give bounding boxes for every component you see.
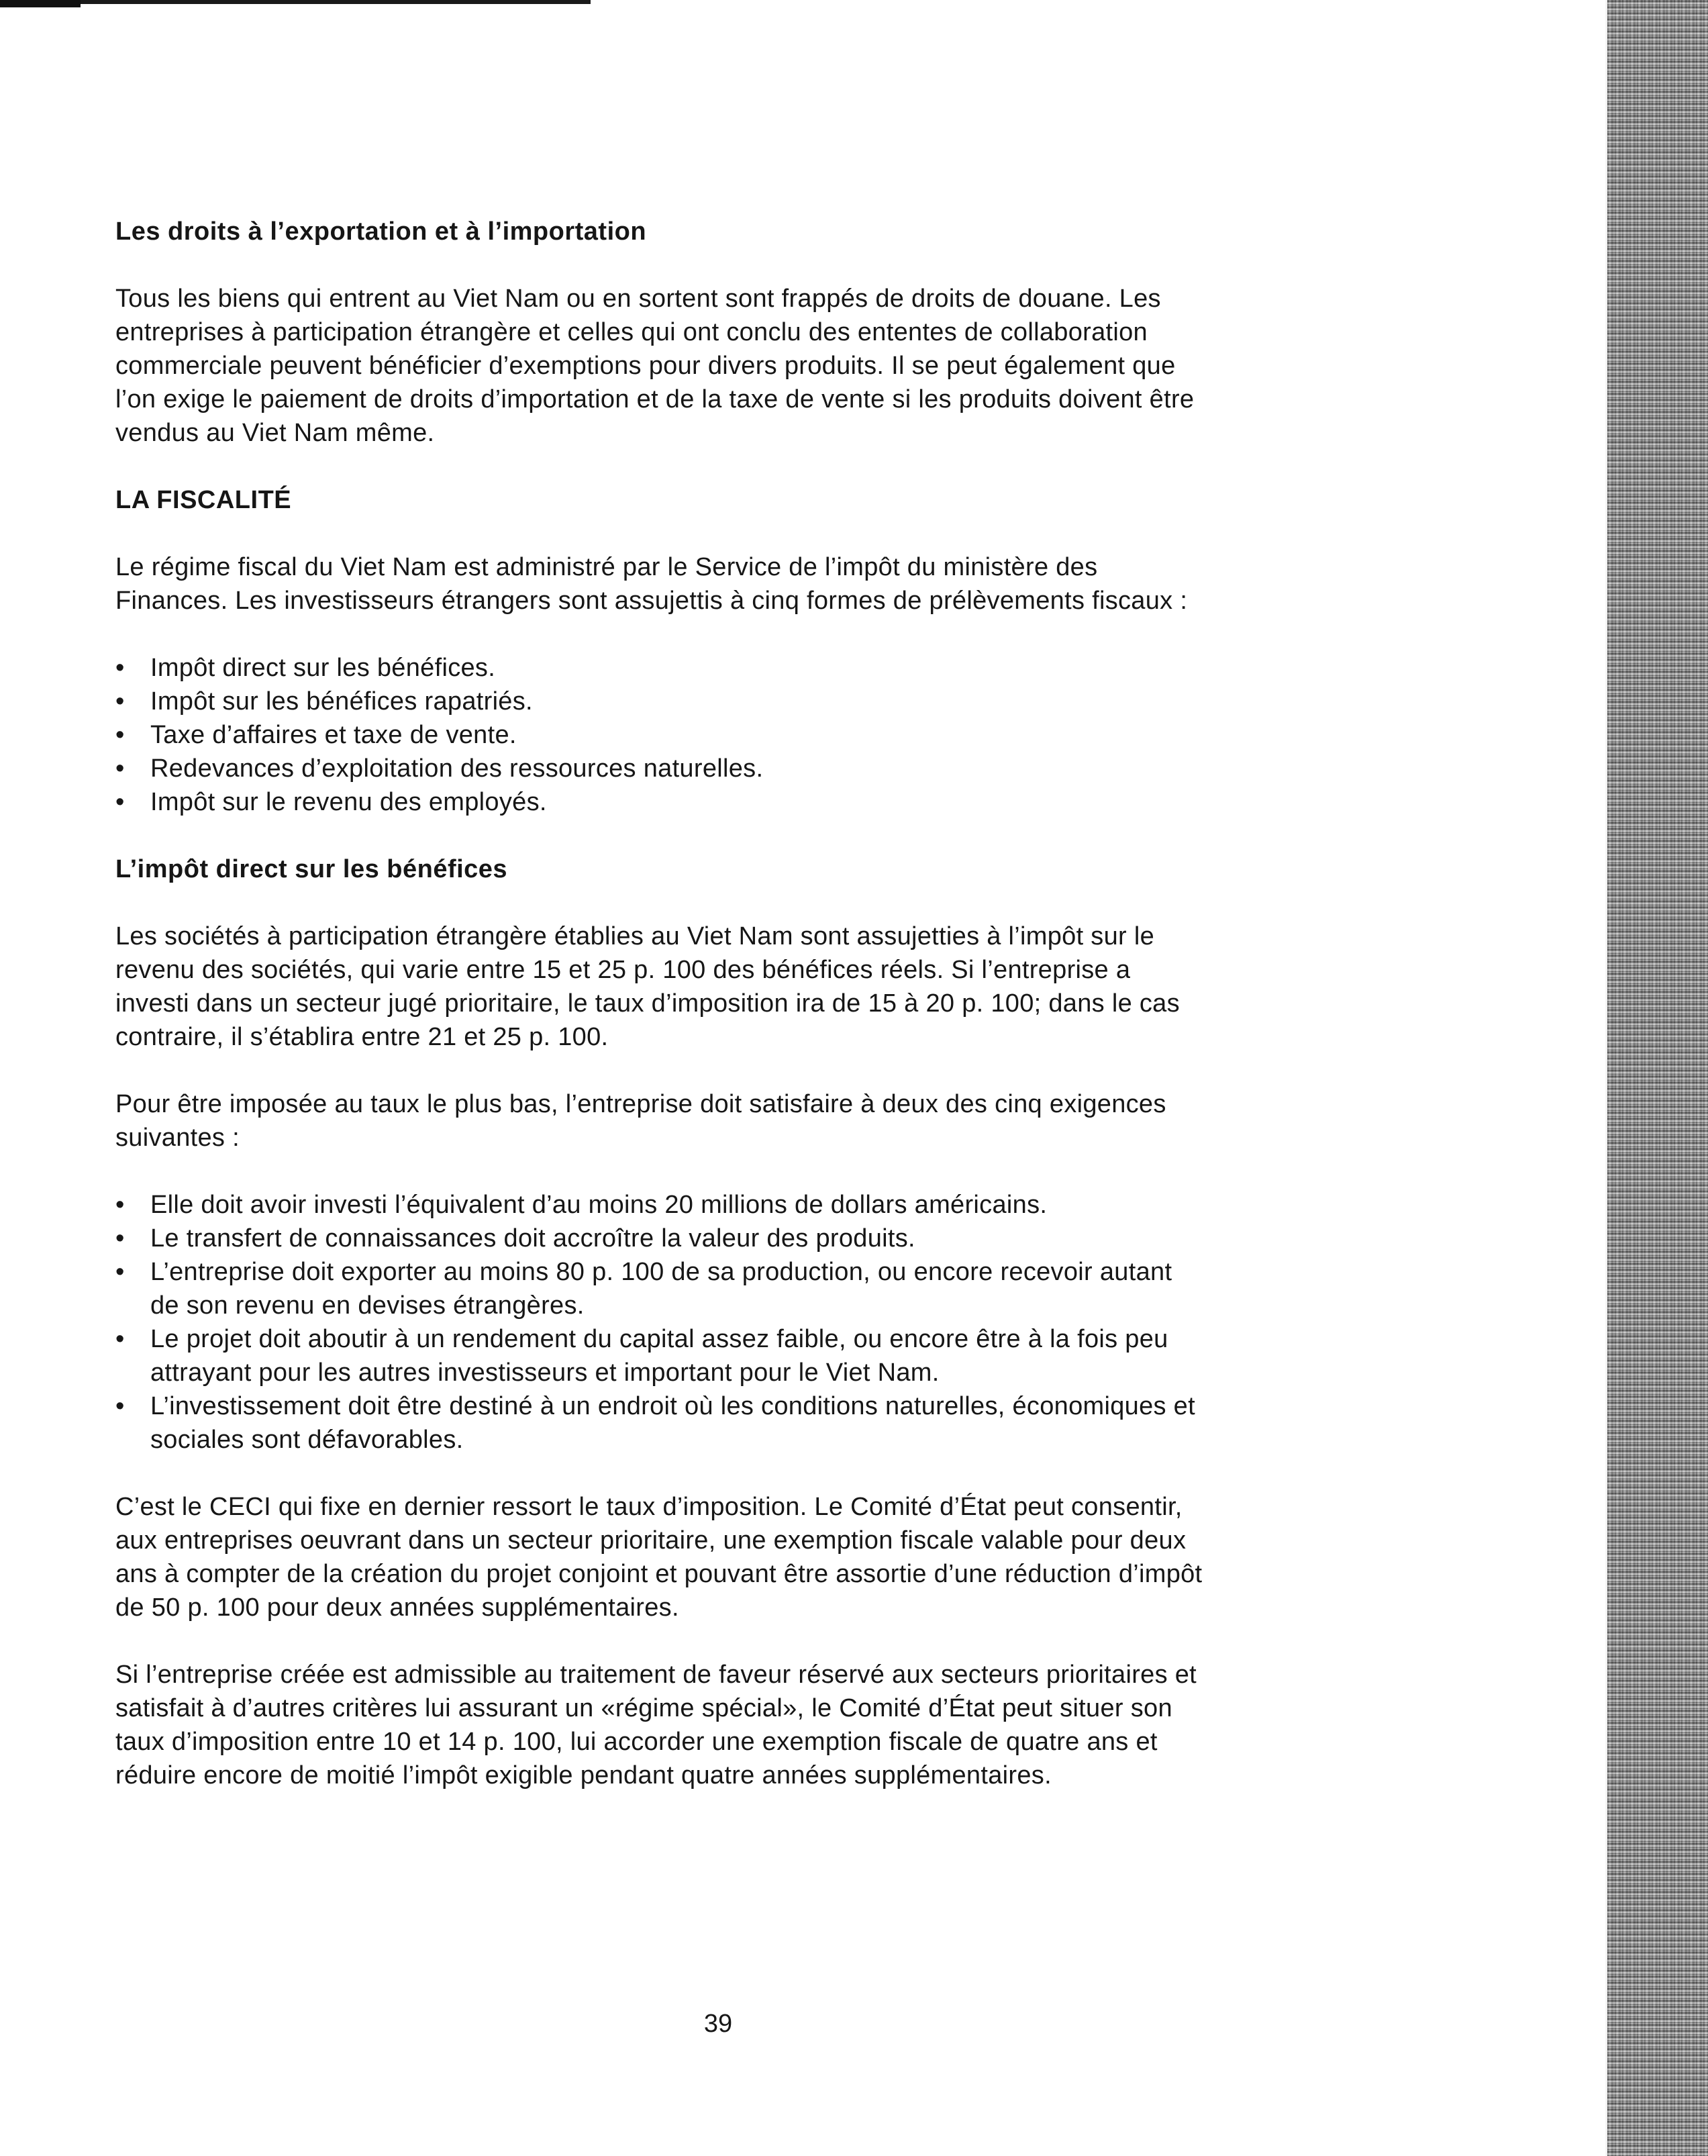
bullet-icon: • [115, 721, 125, 749]
list-item: • Impôt direct sur les bénéfices. [115, 651, 1323, 685]
text-line: revenu des sociétés, qui varie entre 15 et 25 p. 100 des bénéfices réels. Si l’entreprise a [115, 956, 1131, 984]
list-item: • L’entreprise doit exporter au moins 80 p. 100 de sa production, ou encore recevoir autant de son revenu en devises étrangères. [115, 1255, 1323, 1322]
scan-edge-texture [1607, 0, 1708, 2156]
text-line: satisfait à d’autres critères lui assurant un «régime spécial», le Comité d’État peut situer son [115, 1694, 1172, 1722]
text-line: contraire, il s’établira entre 21 et 25 p. 100. [115, 1023, 609, 1051]
paragraph-fiscalite [115, 550, 1323, 618]
page-content [115, 215, 1323, 1792]
text-line: C’est le CECI qui fixe en dernier ressort le taux d’imposition. Le Comité d’État peut consentir, [115, 1493, 1183, 1521]
paragraph-requirements-intro [115, 1087, 1323, 1155]
bullet-icon: • [115, 1325, 125, 1353]
list-item: • Impôt sur le revenu des employés. [115, 785, 1323, 819]
paragraph-impot-rates [115, 920, 1323, 1054]
text-line: Les sociétés à participation étrangère établies au Viet Nam sont assujetties à l’impôt sur le [115, 922, 1155, 950]
bullet-icon: • [115, 1191, 125, 1219]
text-line: taux d’imposition entre 10 et 14 p. 100, lui accorder une exemption fiscale de quatre ans et [115, 1728, 1158, 1756]
top-rule [0, 0, 591, 4]
list-item: • Elle doit avoir investi l’équivalent d’au moins 20 millions de dollars américains. [115, 1188, 1323, 1222]
text-line: Si l’entreprise créée est admissible au traitement de faveur réservé aux secteurs prioritaires et [115, 1661, 1197, 1689]
list-item: • Impôt sur les bénéfices rapatriés. [115, 685, 1323, 718]
bullet-icon: • [115, 1392, 125, 1420]
page-number: 39 [703, 2010, 733, 2038]
text-line: Le régime fiscal du Viet Nam est administré par le Service de l’impôt du ministère des [115, 553, 1098, 581]
text-line: suivantes : [115, 1124, 240, 1152]
top-rule-mark [0, 0, 81, 7]
text-line: aux entreprises oeuvrant dans un secteur prioritaire, une exemption fiscale valable pour deux [115, 1526, 1187, 1555]
bullet-icon: • [115, 1224, 125, 1253]
bullet-icon: • [115, 687, 125, 716]
list-tax-forms [115, 651, 1323, 819]
text-line: ans à compter de la création du projet conjoint et pouvant être assortie d’une réduction d’impôt [115, 1560, 1203, 1588]
text-line: réduire encore de moitié l’impôt exigible pendant quatre années supplémentaires. [115, 1761, 1052, 1790]
bullet-icon: • [115, 788, 125, 816]
heading-export-import: Les droits à l’exportation et à l’importation [115, 217, 647, 246]
heading-impot-direct: L’impôt direct sur les bénéfices [115, 855, 508, 883]
list-item: • L’investissement doit être destiné à un endroit où les conditions naturelles, économiques et sociales sont défavorables. [115, 1389, 1323, 1457]
paragraph-regime-special [115, 1658, 1323, 1792]
text-line: de 50 p. 100 pour deux années supplémentaires. [115, 1594, 679, 1622]
paragraph-ceci [115, 1490, 1323, 1624]
list-item: • Le transfert de connaissances doit accroître la valeur des produits. [115, 1222, 1323, 1255]
text-line: vendus au Viet Nam même. [115, 419, 435, 447]
text-line: Pour être imposée au taux le plus bas, l’entreprise doit satisfaire à deux des cinq exigences [115, 1090, 1166, 1118]
bullet-icon: • [115, 1258, 125, 1286]
text-line: entreprises à participation étrangère et celles qui ont conclu des ententes de collaboration [115, 318, 1148, 346]
list-item: • Le projet doit aboutir à un rendement du capital assez faible, ou encore être à la fois peu attrayant pour les autres investisseurs et important pour le Viet Nam. [115, 1322, 1323, 1389]
bullet-icon: • [115, 754, 125, 783]
list-item: • Redevances d’exploitation des ressources naturelles. [115, 752, 1323, 785]
text-line: investi dans un secteur jugé prioritaire, le taux d’imposition ira de 15 à 20 p. 100; dans le cas [115, 989, 1180, 1018]
paragraph-export-import [115, 282, 1323, 450]
heading-fiscalite: LA FISCALITÉ [115, 486, 292, 514]
text-line: Finances. Les investisseurs étrangers sont assujettis à cinq formes de prélèvements fiscaux : [115, 587, 1188, 615]
list-requirements [115, 1188, 1323, 1457]
text-line: Tous les biens qui entrent au Viet Nam ou en sortent sont frappés de droits de douane. Les [115, 285, 1161, 313]
text-line: l’on exige le paiement de droits d’importation et de la taxe de vente si les produits doivent être [115, 385, 1195, 413]
bullet-icon: • [115, 654, 125, 682]
list-item: • Taxe d’affaires et taxe de vente. [115, 718, 1323, 752]
text-line: commerciale peuvent bénéficier d’exemptions pour divers produits. Il se peut également que [115, 352, 1176, 380]
